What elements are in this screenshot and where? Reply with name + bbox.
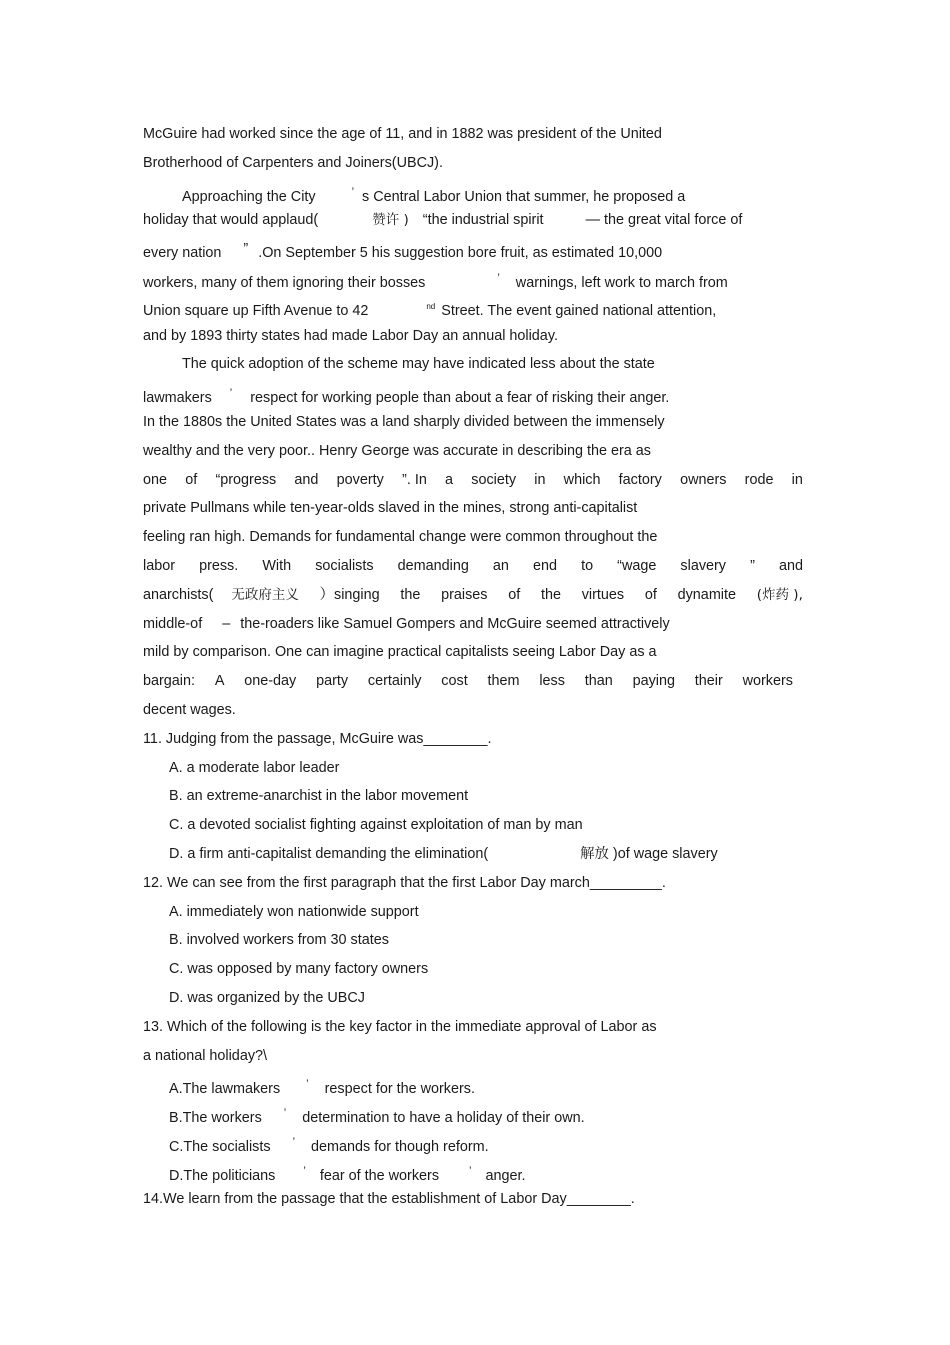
answer-option: C. was opposed by many factory owners: [169, 961, 429, 978]
answer-option: C. a devoted socialist fighting against exploitation of man by man: [169, 817, 583, 834]
passage-line: Brotherhood of Carpenters and Joiners(UBCJ).: [143, 154, 443, 171]
passage-line: Approaching the City ’ s Central Labor Union that summer, he proposed a: [182, 185, 686, 205]
passage-line: decent wages.: [143, 701, 236, 718]
answer-option: D. a firm anti-capitalist demanding the elimination( 解放 )of wage slavery: [169, 845, 718, 862]
document-page: [143, 124, 805, 1218]
question-stem: a national holiday?\: [143, 1047, 268, 1064]
answer-option: A. a moderate labor leader: [169, 759, 340, 776]
passage-line: Union square up Fifth Avenue to 42 $^{nd}$ Street. The event gained national attention,: [143, 301, 717, 319]
answer-option: A.The lawmakers ’ respect for the workers.: [169, 1078, 475, 1098]
answer-option: B. an extreme-anarchist in the labor movement: [169, 788, 469, 805]
question-stem: 14.We learn from the passage that the establishment of Labor Day________.: [143, 1191, 635, 1208]
passage-line: feeling ran high. Demands for fundamental change were common throughout the: [143, 529, 658, 546]
passage-line: bargain: A one-day party certainly cost them less than paying their workers: [143, 673, 793, 690]
passage-line: holiday that would applaud( 赞许 ) “the industrial spirit — the great vital force of: [143, 212, 743, 229]
passage-line: middle-of – the-roaders like Samuel Gompers and McGuire seemed attractively: [143, 615, 670, 632]
question-stem: 13. Which of the following is the key factor in the immediate approval of Labor as: [143, 1018, 657, 1035]
answer-option: B. involved workers from 30 states: [169, 932, 389, 949]
passage-line: workers, many of them ignoring their bosses ’ warnings, left work to march from: [143, 271, 728, 291]
passage-line: The quick adoption of the scheme may have indicated less about the state: [182, 356, 655, 373]
answer-option: A. immediately won nationwide support: [169, 903, 419, 920]
answer-option: D. was organized by the UBCJ: [169, 989, 365, 1006]
question-stem: 12. We can see from the first paragraph that the first Labor Day march_________.: [143, 874, 666, 891]
answer-option: D.The politicians ’ fear of the workers ’ anger.: [169, 1164, 526, 1184]
passage-line: wealthy and the very poor.. Henry George was accurate in describing the era as: [143, 442, 651, 459]
answer-option: B.The workers ’ determination to have a holiday of their own.: [169, 1107, 585, 1127]
passage-line: mild by comparison. One can imagine practical capitalists seeing Labor Day as a: [143, 644, 657, 661]
passage-line: McGuire had worked since the age of 11, and in 1882 was president of the United: [143, 126, 662, 142]
passage-line: labor press. With socialists demanding an end to “wage slavery ” and: [143, 557, 803, 574]
question-stem: 11. Judging from the passage, McGuire was________.: [143, 730, 492, 747]
passage-line: and by 1893 thirty states had made Labor Day an annual holiday.: [143, 327, 558, 344]
passage-line: In the 1880s the United States was a land sharply divided between the immensely: [143, 413, 665, 430]
passage-line: lawmakers ’ respect for working people than about a fear of risking their anger.: [143, 387, 670, 407]
passage-line: one of “progress and poverty ”. In a society in which factory owners rode in: [143, 471, 803, 488]
passage-line: private Pullmans while ten-year-olds slaved in the mines, strong anti-capitalist: [143, 500, 638, 517]
passage-line: every nation ” .On September 5 his suggestion bore fruit, as estimated 10,000: [143, 241, 663, 262]
answer-option: C.The socialists ’ demands for though reform.: [169, 1135, 489, 1155]
passage-line: anarchists( 无政府主义 ）singing the praises of the virtues of dynamite (炸药 ),: [143, 586, 803, 603]
